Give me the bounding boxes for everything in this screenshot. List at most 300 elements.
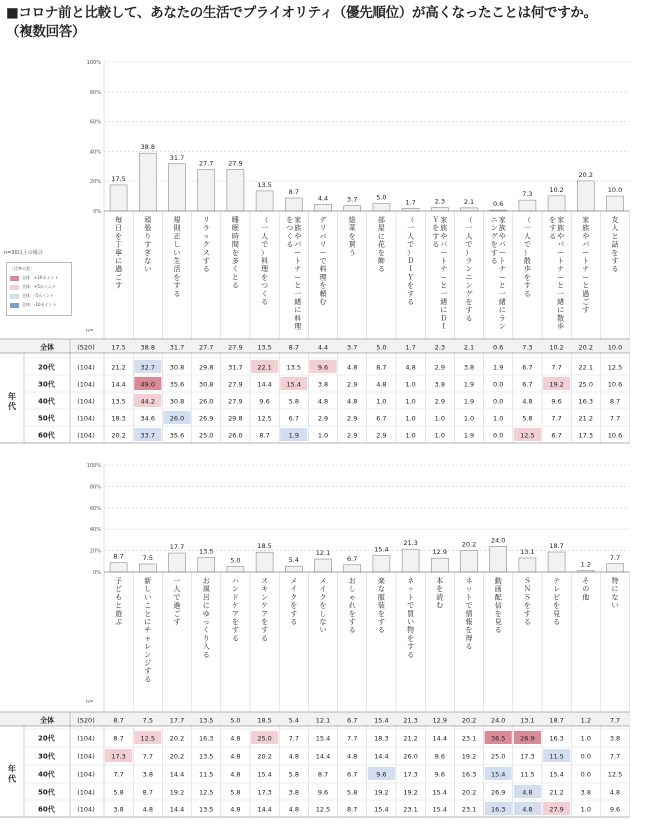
legend-label: 全体 -5ポイント — [22, 293, 54, 298]
table-cell: 12.9 — [432, 716, 448, 725]
bar-value-label: 13.1 — [520, 547, 535, 556]
table-cell: 12.5 — [315, 805, 331, 814]
table-cell: 7.7 — [551, 363, 562, 372]
table-cell: 0.0 — [493, 431, 504, 440]
table-cell: 19.2 — [374, 788, 389, 797]
table-cell: 18.7 — [549, 716, 564, 725]
table-cell: 33.7 — [140, 431, 156, 440]
category-label: 本を読む — [436, 577, 444, 610]
row-n: (104) — [77, 431, 95, 440]
table-cell: 4.4 — [317, 343, 329, 352]
bar-value-label: 10.0 — [607, 186, 623, 195]
sample-size-note: n=30以上の場合 — [4, 250, 43, 256]
bar-value-label: 18.7 — [549, 541, 564, 550]
y-tick-label: 80% — [89, 484, 101, 491]
category-label: 頑張りすぎない — [144, 216, 152, 274]
table-cell: 30.8 — [198, 380, 214, 389]
bar — [285, 566, 302, 572]
bar-value-label: 31.7 — [169, 153, 185, 162]
bar-value-label: 21.3 — [403, 539, 418, 548]
table-cell: 4.8 — [288, 805, 299, 814]
category-label: 規則正しい生活をする — [173, 216, 181, 298]
table-cell: 2.9 — [434, 397, 445, 406]
bar — [198, 170, 215, 211]
bar-value-label: 1.2 — [580, 560, 591, 569]
category-label: 睡眠時間を多くとる — [231, 216, 239, 290]
row-n: (104) — [77, 805, 95, 814]
category-label: 特にない — [611, 577, 619, 610]
bar-value-label: 17.7 — [169, 543, 185, 552]
table-cell: 27.9 — [228, 343, 243, 352]
table-cell: 12.5 — [607, 363, 623, 372]
category-label: 部屋に花を飾る — [377, 216, 385, 274]
table-cell: 1.0 — [376, 397, 387, 406]
row-label: 60代 — [38, 431, 55, 440]
table-cell: 30.8 — [169, 363, 185, 372]
table-cell: 5.8 — [230, 788, 241, 797]
table-cell: 17.7 — [169, 716, 185, 725]
table-cell: 13.1 — [520, 716, 535, 725]
row-label: 20代 — [38, 363, 55, 372]
table-cell: 5.4 — [288, 716, 299, 725]
table-cell: 12.1 — [315, 716, 331, 725]
bar — [169, 164, 186, 211]
table-cell: 0.0 — [493, 380, 504, 389]
table-cell: 2.9 — [347, 414, 358, 423]
bar — [227, 169, 244, 211]
bar — [110, 185, 127, 211]
bar-value-label: 6.7 — [347, 554, 358, 563]
table-cell: 1.2 — [580, 716, 591, 725]
table-cell: 13.5 — [198, 752, 214, 761]
row-label: 50代 — [38, 788, 55, 797]
table-cell: 7.7 — [609, 716, 621, 725]
category-label: リラックスする — [202, 216, 210, 274]
table-cell: 15.4 — [432, 805, 448, 814]
table-cell: 7.7 — [288, 734, 299, 743]
y-tick-label: 40% — [89, 527, 101, 534]
table-cell: 4.8 — [347, 363, 358, 372]
table-cell: 18.5 — [257, 716, 272, 725]
bar — [461, 550, 478, 572]
table-cell: 2.9 — [347, 380, 358, 389]
y-tick-label: 100% — [86, 463, 101, 469]
table-cell: 1.0 — [405, 414, 416, 423]
table-cell: 23.1 — [403, 805, 418, 814]
table-cell: 13.5 — [198, 716, 214, 725]
table-cell: 18.3 — [374, 734, 389, 743]
category-label: 家族やパートナーと一緒にランニングをする — [490, 216, 506, 331]
y-tick-label: 20% — [89, 179, 101, 186]
bar — [139, 153, 156, 211]
table-cell: 2.9 — [434, 363, 445, 372]
table-cell: 3.7 — [347, 343, 358, 352]
category-label: （一人で）ランニングをする — [465, 216, 473, 323]
age-group-label: 年代 — [8, 764, 16, 784]
bar-value-label: 4.4 — [317, 194, 329, 203]
category-label: その他 — [582, 577, 590, 602]
table-cell: 1.7 — [405, 343, 416, 352]
row-n: (104) — [77, 363, 95, 372]
row-label: 30代 — [38, 380, 55, 389]
table-cell: 7.7 — [142, 752, 153, 761]
bar — [198, 558, 215, 572]
table-cell: 19.2 — [169, 788, 185, 797]
table-cell: 10.6 — [607, 431, 623, 440]
table-cell: 26.0 — [169, 414, 185, 423]
row-n: (104) — [77, 414, 95, 423]
table-cell: 0.6 — [493, 343, 504, 352]
table-cell: 13.5 — [198, 805, 214, 814]
table-cell: 1.0 — [434, 431, 445, 440]
table-cell: 17.5 — [111, 343, 126, 352]
table-cell: 1.0 — [405, 380, 416, 389]
category-label: おしゃれをする — [348, 577, 356, 635]
table-cell: 9.6 — [434, 752, 445, 761]
table-cell: 25.0 — [490, 752, 506, 761]
bar-value-label: 8.7 — [288, 188, 299, 197]
table-cell: 15.4 — [315, 734, 331, 743]
table-cell: 9.6 — [551, 397, 562, 406]
n-label: n= — [86, 328, 94, 334]
table-cell: 26.0 — [228, 431, 243, 440]
table-cell: 8.7 — [142, 788, 153, 797]
bar-value-label: 5.0 — [376, 193, 387, 202]
table-cell: 2.9 — [376, 431, 387, 440]
category-label: 毎日を丁寧に過ごす — [115, 216, 123, 290]
bar — [577, 181, 594, 211]
table-cell: 6.7 — [347, 770, 358, 779]
table-cell: 14.4 — [169, 770, 185, 779]
table-cell: 49.0 — [140, 380, 156, 389]
table-cell: 21.2 — [403, 734, 418, 743]
table-cell: 1.0 — [580, 734, 591, 743]
table-cell: 4.8 — [142, 805, 153, 814]
table-cell: 5.8 — [347, 788, 358, 797]
table-cell: 9.6 — [259, 397, 270, 406]
table-cell: 20.2 — [257, 752, 272, 761]
table-cell: 1.0 — [493, 414, 504, 423]
legend-label: 全体 -10ポイント — [22, 302, 57, 307]
table-cell: 17.3 — [520, 752, 535, 761]
table-cell: 31.7 — [228, 363, 243, 372]
bar — [256, 191, 273, 211]
table-cell: 10.6 — [607, 380, 623, 389]
page-title: ■コロナ前と比較して、あなたの生活でプライオリティ（優先順位）が高くなったことは何ですか。 （複数回答） — [6, 5, 597, 40]
category-label: （一人で）ＤＩＹをする — [407, 216, 415, 306]
table-cell: 5.0 — [230, 716, 241, 725]
table-cell: 16.3 — [198, 734, 214, 743]
table-cell: 27.9 — [228, 397, 243, 406]
category-label: ハンドケアをする — [231, 577, 239, 643]
bar — [431, 208, 448, 211]
category-label: ネットで情報を得る — [465, 577, 473, 651]
bar — [344, 565, 361, 572]
bar-value-label: 17.5 — [111, 174, 126, 183]
table-cell: 21.3 — [403, 716, 418, 725]
table-cell: 4.8 — [522, 397, 533, 406]
table-cell: 4.8 — [230, 734, 241, 743]
bar — [607, 196, 624, 211]
table-cell: 6.7 — [288, 414, 299, 423]
table-cell: 8.7 — [317, 770, 329, 779]
table-cell: 35.6 — [169, 380, 185, 389]
y-tick-label: 0% — [93, 209, 101, 215]
category-label: 一人で過ごす — [173, 577, 181, 626]
bar-value-label: 10.2 — [549, 185, 564, 194]
table-cell: 4.8 — [405, 363, 416, 372]
bar — [607, 564, 624, 572]
row-label: 60代 — [38, 805, 55, 814]
row-label: 全体 — [40, 343, 54, 352]
bar-value-label: 7.5 — [142, 553, 153, 562]
bar — [110, 563, 127, 572]
row-n: (104) — [77, 734, 95, 743]
category-label: メイクをしない — [319, 577, 327, 635]
bar — [139, 564, 156, 572]
table-cell: 4.8 — [347, 397, 358, 406]
table-cell: 4.8 — [230, 770, 241, 779]
table-cell: 17.3 — [111, 752, 126, 761]
row-n: (104) — [77, 380, 95, 389]
table-cell: 1.9 — [493, 363, 504, 372]
category-label: スキンケアをする — [261, 577, 269, 643]
table-cell: 5.8 — [288, 770, 299, 779]
bar-value-label: 3.7 — [347, 195, 358, 204]
y-tick-label: 60% — [89, 505, 101, 512]
bar-value-label: 15.4 — [374, 545, 389, 554]
table-cell: 0.0 — [580, 752, 591, 761]
table-cell: 3.8 — [609, 734, 621, 743]
table-cell: 4.8 — [317, 397, 329, 406]
table-cell: 22.1 — [257, 363, 272, 372]
table-cell: 5.8 — [113, 788, 124, 797]
y-tick-label: 0% — [93, 570, 101, 576]
category-label: 動画配信を見る — [494, 577, 502, 635]
table-cell: 34.6 — [140, 414, 156, 423]
table-cell: 29.8 — [198, 363, 214, 372]
bar — [461, 208, 478, 211]
table-cell: 25.0 — [198, 431, 214, 440]
table-cell: 30.8 — [169, 397, 185, 406]
table-cell: 44.2 — [140, 397, 156, 406]
table-cell: 16.3 — [490, 805, 506, 814]
table-cell: 2.1 — [463, 343, 475, 352]
bar-value-label: 12.9 — [432, 548, 448, 557]
category-label: デリバリーで料理を頼む — [319, 216, 327, 306]
table-cell: 21.2 — [111, 363, 126, 372]
table-cell: 8.7 — [609, 397, 621, 406]
table-cell: 8.7 — [376, 363, 387, 372]
table-cell: 27.9 — [549, 805, 564, 814]
table-cell: 0.0 — [493, 397, 504, 406]
table-cell: 18.3 — [111, 414, 126, 423]
table-cell: 24.0 — [490, 716, 506, 725]
row-label: 40代 — [38, 770, 55, 779]
table-cell: 4.8 — [230, 752, 241, 761]
category-label: テレビを見る — [553, 577, 561, 626]
table-cell: 14.4 — [257, 380, 272, 389]
bar — [548, 196, 565, 211]
table-cell: 14.4 — [169, 805, 185, 814]
table-cell: 3.8 — [580, 788, 591, 797]
row-n: (104) — [77, 770, 95, 779]
table-cell: 4.8 — [230, 805, 241, 814]
table-cell: 13.5 — [111, 397, 126, 406]
table-cell: 7.7 — [609, 414, 621, 423]
bar — [227, 567, 244, 572]
table-cell: 8.7 — [259, 431, 270, 440]
table-cell: 1.0 — [463, 414, 475, 423]
table-cell: 19.2 — [403, 788, 418, 797]
table-cell: 35.6 — [169, 431, 185, 440]
table-cell: 25.0 — [257, 734, 272, 743]
bar-value-label: 2.1 — [463, 197, 475, 206]
table-cell: 3.8 — [317, 380, 329, 389]
bar — [431, 558, 448, 572]
bar-value-label: 12.1 — [315, 549, 331, 558]
category-label: ＳＮＳをする — [523, 577, 531, 626]
bar — [315, 204, 332, 211]
table-cell: 9.6 — [317, 363, 329, 372]
table-cell: 6.7 — [347, 716, 358, 725]
table-cell: 3.8 — [113, 805, 124, 814]
table-cell: 21.2 — [578, 414, 594, 423]
row-n: (104) — [77, 788, 95, 797]
row-label: 40代 — [38, 397, 55, 406]
table-cell: 1.9 — [463, 431, 475, 440]
row-n: (520) — [77, 343, 95, 352]
row-n: (104) — [77, 397, 95, 406]
table-cell: 10.0 — [607, 343, 623, 352]
bar-value-label: 18.5 — [257, 542, 272, 551]
bar-value-label: 5.0 — [230, 556, 241, 565]
table-cell: 14.4 — [432, 734, 448, 743]
table-cell: 17.3 — [578, 431, 594, 440]
bar — [285, 198, 302, 211]
table-cell: 8.7 — [113, 716, 124, 725]
table-cell: 1.0 — [317, 431, 329, 440]
table-cell: 5.8 — [288, 397, 299, 406]
bar-value-label: 20.2 — [578, 170, 594, 179]
bar — [169, 553, 186, 572]
category-label: メイクをする — [290, 577, 298, 626]
category-label: 家族やパートナーと過ごす — [582, 216, 590, 315]
table-cell: 29.8 — [228, 414, 243, 423]
table-cell: 2.3 — [434, 343, 445, 352]
table-cell: 7.3 — [522, 343, 533, 352]
table-cell: 3.8 — [142, 770, 153, 779]
category-label: 楽な服装をする — [377, 577, 385, 635]
table-cell: 23.1 — [461, 805, 477, 814]
table-cell: 20.2 — [461, 788, 477, 797]
category-label: （一人で）散歩をする — [523, 216, 531, 298]
table-cell: 4.8 — [522, 805, 533, 814]
bar — [373, 556, 390, 572]
table-cell: 21.2 — [549, 788, 564, 797]
table-cell: 13.5 — [257, 343, 272, 352]
table-cell: 14.4 — [257, 805, 272, 814]
table-cell: 11.5 — [549, 752, 564, 761]
table-cell: 6.7 — [376, 414, 387, 423]
bar — [344, 205, 361, 211]
y-tick-label: 40% — [89, 149, 101, 156]
table-cell: 25.0 — [578, 380, 594, 389]
table-cell: 16.3 — [578, 397, 594, 406]
bar-value-label: 27.9 — [228, 159, 243, 168]
bar — [548, 552, 565, 572]
table-cell: 3.8 — [288, 788, 299, 797]
table-cell: 14.4 — [315, 752, 331, 761]
table-cell: 0.0 — [580, 770, 591, 779]
table-cell: 1.0 — [405, 397, 416, 406]
table-cell: 4.8 — [609, 788, 621, 797]
table-cell: 6.7 — [522, 363, 533, 372]
table-cell: 15.4 — [432, 788, 448, 797]
bar-value-label: 20.2 — [461, 540, 477, 549]
row-n: (104) — [77, 752, 95, 761]
y-tick-label: 80% — [89, 89, 101, 96]
table-cell: 4.8 — [347, 752, 358, 761]
table-cell: 19.2 — [549, 380, 564, 389]
table-cell: 15.4 — [490, 770, 506, 779]
table-cell: 16.3 — [461, 770, 477, 779]
table-cell: 9.6 — [434, 770, 445, 779]
legend-title: ［比率の差］ — [10, 266, 34, 271]
table-cell: 26.0 — [403, 752, 418, 761]
bar-value-label: 7.7 — [609, 553, 621, 562]
table-cell: 15.4 — [257, 770, 272, 779]
table-cell: 20.2 — [578, 343, 594, 352]
table-cell: 2.9 — [347, 431, 358, 440]
table-cell: 7.7 — [347, 734, 358, 743]
table-cell: 14.4 — [111, 380, 126, 389]
table-cell: 16.3 — [549, 734, 564, 743]
table-cell: 15.4 — [374, 716, 389, 725]
bar — [490, 546, 507, 572]
bar — [402, 208, 419, 211]
category-label: 友人と話をする — [611, 216, 619, 274]
category-label: ネットで買い物をする — [407, 577, 415, 659]
table-cell: 12.5 — [140, 734, 156, 743]
table-cell: 23.1 — [461, 734, 477, 743]
table-cell: 8.7 — [288, 343, 299, 352]
table-cell: 12.5 — [607, 770, 623, 779]
table-cell: 15.4 — [549, 770, 564, 779]
table-cell: 38.8 — [140, 343, 156, 352]
table-cell: 8.7 — [347, 805, 358, 814]
table-cell: 19.2 — [461, 752, 477, 761]
bar-value-label: 2.3 — [434, 197, 445, 206]
table-cell: 7.7 — [113, 770, 124, 779]
y-tick-label: 60% — [89, 119, 101, 126]
bar — [256, 552, 273, 572]
table-cell: 6.7 — [522, 380, 533, 389]
table-cell: 32.7 — [140, 363, 156, 372]
table-cell: 11.5 — [520, 770, 535, 779]
bar-value-label: 0.6 — [493, 200, 504, 209]
category-label: 家族やパートナーと一緒に料理をつくる — [286, 216, 302, 331]
table-cell: 20.2 — [169, 734, 185, 743]
table-cell: 20.2 — [169, 752, 185, 761]
table-cell: 5.8 — [522, 414, 533, 423]
bar-value-label: 13.5 — [198, 547, 214, 556]
table-cell: 7.7 — [609, 752, 621, 761]
table-cell: 2.9 — [317, 414, 329, 423]
table-cell: 20.2 — [461, 716, 477, 725]
bar-value-label: 8.7 — [113, 552, 124, 561]
table-cell: 4.8 — [376, 380, 387, 389]
